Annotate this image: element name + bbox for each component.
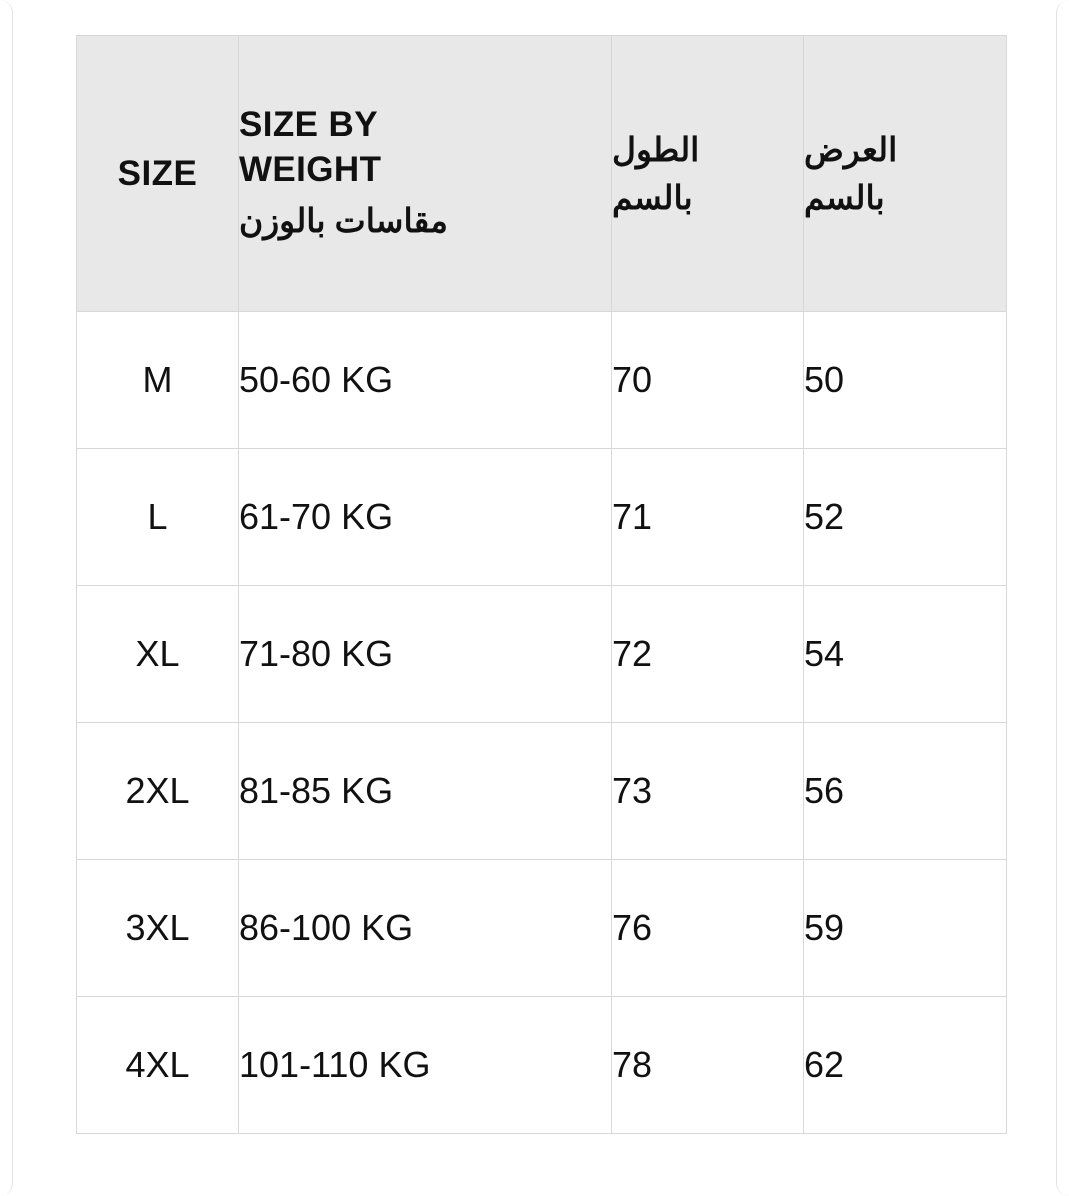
table-row (77, 312, 1007, 449)
cell-length: 73 (612, 723, 804, 860)
cell-weight: 101-110 KG (239, 997, 612, 1134)
column-header-length-line2: بالسم (612, 178, 693, 216)
size-table-container (76, 35, 1006, 1134)
cell-size: L (77, 449, 239, 586)
table-row (77, 997, 1007, 1134)
column-header-size: SIZE (77, 36, 239, 312)
cell-weight: 81-85 KG (239, 723, 612, 860)
column-header-width-line2: بالسم (804, 178, 885, 216)
table-row (77, 449, 1007, 586)
cell-size: XL (77, 586, 239, 723)
card-left-edge (0, 0, 13, 1196)
cell-size: M (77, 312, 239, 449)
cell-length: 70 (612, 312, 804, 449)
table-row (77, 723, 1007, 860)
cell-size: 2XL (77, 723, 239, 860)
column-header-length-line1: الطول (612, 130, 700, 168)
column-header-length-cm (612, 36, 804, 312)
cell-weight: 86-100 KG (239, 860, 612, 997)
cell-width: 52 (804, 449, 1007, 586)
cell-width: 50 (804, 312, 1007, 449)
cell-width: 59 (804, 860, 1007, 997)
cell-width: 56 (804, 723, 1007, 860)
column-header-width-line1: العرض (804, 130, 898, 168)
cell-length: 76 (612, 860, 804, 997)
cell-size: 4XL (77, 997, 239, 1134)
cell-size: 3XL (77, 860, 239, 997)
cell-weight: 61-70 KG (239, 449, 612, 586)
card-right-edge (1056, 0, 1069, 1196)
size-chart-table (76, 35, 1007, 1134)
cell-weight: 50-60 KG (239, 312, 612, 449)
column-header-size-by-weight-line2: WEIGHT (239, 150, 382, 190)
column-header-width-cm (804, 36, 1007, 312)
table-header (77, 36, 1007, 312)
table-body (77, 312, 1007, 1134)
cell-length: 71 (612, 449, 804, 586)
cell-length: 78 (612, 997, 804, 1134)
cell-width: 62 (804, 997, 1007, 1134)
cell-weight: 71-80 KG (239, 586, 612, 723)
table-header-row (77, 36, 1007, 312)
table-row (77, 860, 1007, 997)
column-header-size-by-weight-line1: SIZE BY (239, 105, 378, 145)
cell-width: 54 (804, 586, 1007, 723)
table-row (77, 586, 1007, 723)
column-header-size-by-weight (239, 36, 612, 312)
cell-length: 72 (612, 586, 804, 723)
column-header-size-by-weight-arabic: مقاسات بالوزن (239, 202, 448, 240)
